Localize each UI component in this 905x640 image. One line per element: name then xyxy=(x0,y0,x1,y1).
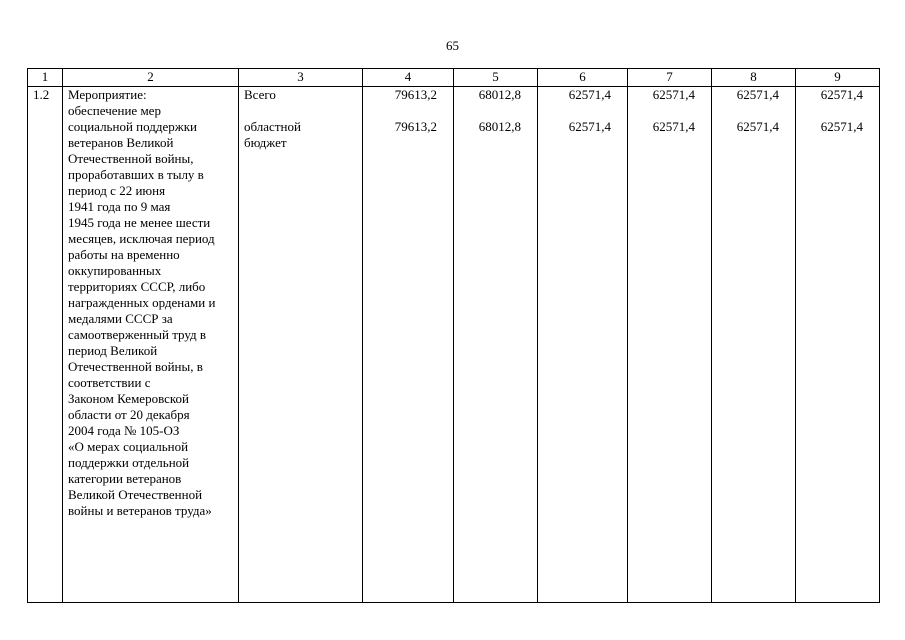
column-header: 7 xyxy=(628,69,712,87)
column-number-row xyxy=(28,69,880,87)
value-cell xyxy=(712,87,796,603)
table-row xyxy=(28,87,880,603)
column-header: 6 xyxy=(538,69,628,87)
value-cell xyxy=(454,87,538,603)
value-regional: 79613,2 xyxy=(394,119,437,134)
funding-source-cell xyxy=(239,87,363,603)
column-header: 5 xyxy=(454,69,538,87)
value-regional: 62571,4 xyxy=(568,119,611,134)
value-total: 68012,8 xyxy=(478,87,521,102)
funding-source-total: Всего xyxy=(244,87,276,102)
column-header: 8 xyxy=(712,69,796,87)
measure-description-cell xyxy=(63,87,239,603)
value-regional: 62571,4 xyxy=(736,119,779,134)
value-total: 79613,2 xyxy=(394,87,437,102)
column-header: 4 xyxy=(363,69,454,87)
program-table xyxy=(27,68,880,603)
value-total: 62571,4 xyxy=(736,87,779,102)
column-header: 3 xyxy=(239,69,363,87)
value-regional: 62571,4 xyxy=(820,119,863,134)
row-number-text: 1.2 xyxy=(33,87,50,102)
value-cell xyxy=(796,87,880,603)
value-total: 62571,4 xyxy=(652,87,695,102)
column-header: 1 xyxy=(28,69,63,87)
value-cell xyxy=(628,87,712,603)
value-total: 62571,4 xyxy=(820,87,863,102)
value-regional: 62571,4 xyxy=(652,119,695,134)
row-number xyxy=(28,87,63,603)
value-cell xyxy=(363,87,454,603)
value-total: 62571,4 xyxy=(568,87,611,102)
column-header: 2 xyxy=(63,69,239,87)
value-cell xyxy=(538,87,628,603)
value-regional: 68012,8 xyxy=(478,119,521,134)
page-number: 65 xyxy=(446,38,459,53)
measure-description: Мероприятие: обеспечение мер социальной поддержки ветеранов Великой Отечественной войны, проработавших в тылу в период с 22 июня 1941 года по 9 мая 1945 года не менее шести месяцев, исключая период работы на временно оккупированных территориях СССР, либо награжденных орденами и медалями СССР за самоотверженный труд в период Великой Отечественной войны, в соответствии с Законом Кемеровской области от 20 декабря 2004 года № 105-ОЗ «О мерах социальной поддержки отдельной категории ветеранов Великой Отечественной войны и ветеранов труда» xyxy=(68,87,216,518)
column-header: 9 xyxy=(796,69,880,87)
funding-source-regional: областной бюджет xyxy=(244,119,301,150)
